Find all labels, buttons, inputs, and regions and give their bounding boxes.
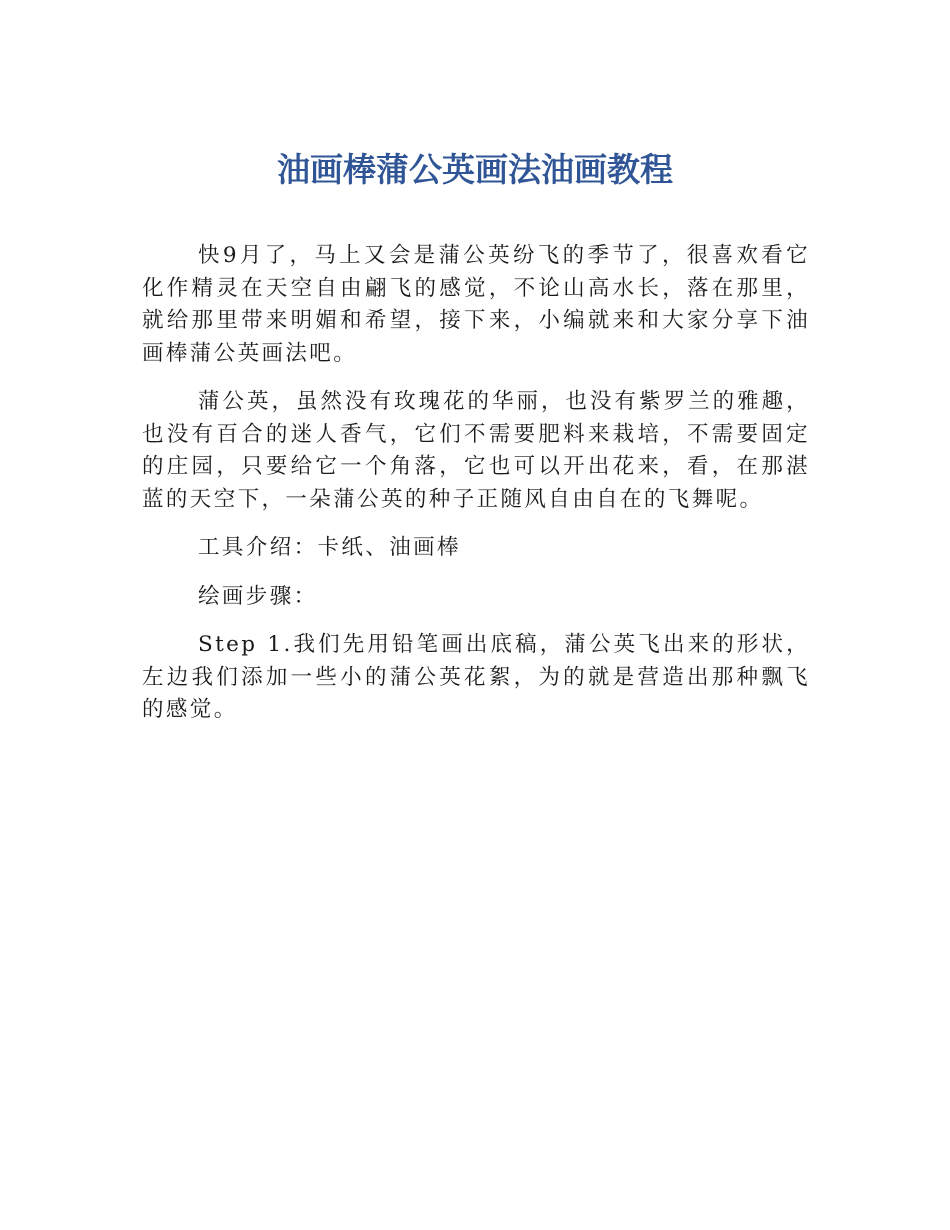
document-body xyxy=(142,240,810,743)
paragraph-dandelion-description: 蒲公英，虽然没有玫瑰花的华丽，也没有紫罗兰的雅趣，也没有百合的迷人香气，它们不需要肥料来栽培，不需要固定的庄园，只要给它一个角落，它也可以开出花来，看，在那湛蓝的天空下，一朵蒲公英的种子正随风自由自在的飞舞呢。 xyxy=(142,389,810,512)
paragraph-step-1: Step 1.我们先用铅笔画出底稿，蒲公英飞出来的形状，左边我们添加一些小的蒲公英花絮，为的就是营造出那种飘飞的感觉。 xyxy=(142,632,810,722)
paragraph-tools: 工具介绍：卡纸、油画棒 xyxy=(198,535,461,560)
paragraph-intro: 快9月了，马上又会是蒲公英纷飞的季节了，很喜欢看它化作精灵在天空自由翩飞的感觉，不论山高水长，落在那里，就给那里带来明媚和希望，接下来，小编就来和大家分享下油画棒蒲公英画法吧。 xyxy=(142,243,810,366)
page-title: 油画棒蒲公英画法油画教程 xyxy=(277,150,673,189)
paragraph-steps-heading: 绘画步骤： xyxy=(198,583,318,609)
